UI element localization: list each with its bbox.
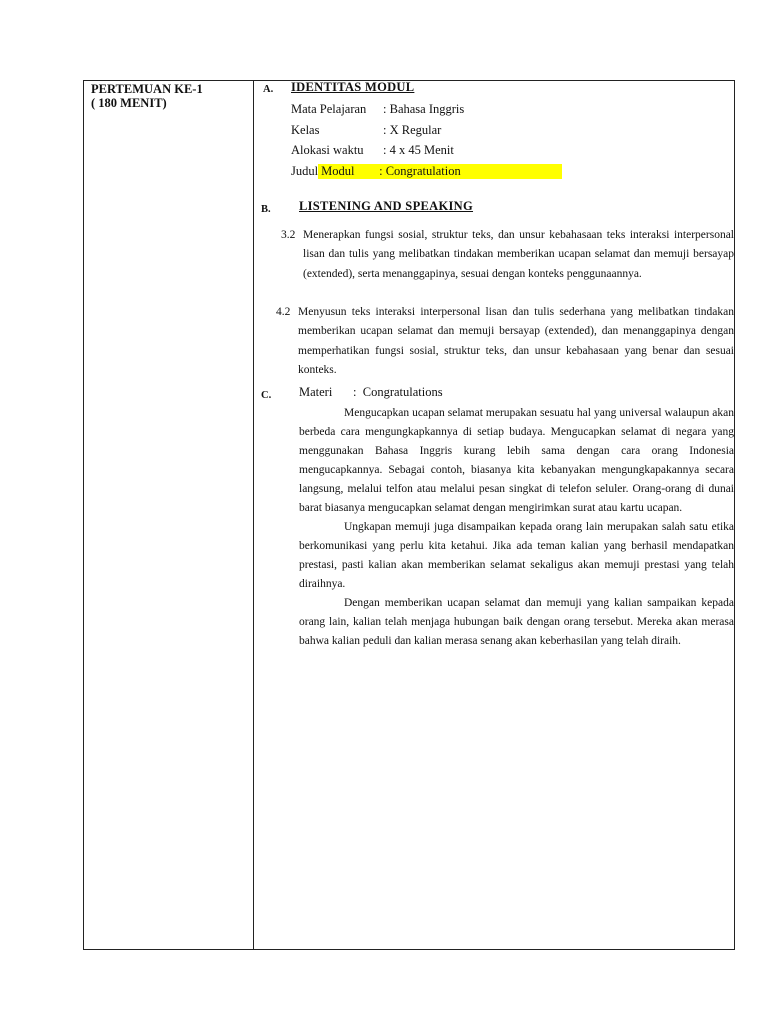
column-divider [253, 80, 254, 950]
competency-number: 3.2 [281, 229, 296, 241]
competency-text: Menerapkan fungsi sosial, struktur teks, dan unsur kebahasaan teks interaksi interpersonal lisan dan tulis yang melibatkan tindakan memberikan ucapan selamat dan memuji bersayap (extended), serta menanggapinya, sesuai dengan konteks penggunaannya. [303, 229, 734, 280]
section-a-letter: A. [263, 84, 274, 95]
row-sep: : [383, 143, 387, 157]
competency-item-3-2 [281, 226, 734, 284]
row-kelas [291, 123, 441, 138]
row-alokasi-waktu [291, 143, 454, 158]
section-b-title: LISTENING AND SPEAKING [299, 199, 474, 213]
judul-highlight [318, 164, 562, 179]
row-sep: : [383, 102, 387, 116]
competency-number: 4.2 [276, 306, 291, 318]
materi-sep: : [353, 385, 357, 399]
competency-item-4-2 [276, 303, 734, 380]
meeting-cell [91, 82, 249, 110]
row-label: Kelas [291, 123, 320, 137]
judul-value: Congratulation [385, 164, 461, 178]
row-mata-pelajaran [291, 102, 464, 117]
meeting-duration: ( 180 MENIT) [91, 96, 167, 110]
materi-body [299, 404, 734, 651]
judul-prefix: Judul [291, 164, 319, 178]
judul-label: Modul [321, 164, 355, 178]
competency-text: Menyusun teks interaksi interpersonal lisan dan tulis sederhana yang melibatkan tindakan memberikan ucapan selamat dan memuji bersayap (extended), dan menanggapinya dengan memperhatikan fungsi sosial, struktur teks, dan unsur kebahasaan yang benar dan sesuai konteks. [298, 306, 734, 376]
section-a-title: IDENTITAS MODUL [291, 80, 415, 94]
materi-row [299, 385, 443, 400]
row-value: 4 x 45 Menit [389, 143, 454, 157]
judul-sep: : [379, 164, 383, 178]
row-label: Alokasi waktu [291, 143, 364, 157]
row-label: Mata Pelajaran [291, 102, 367, 116]
materi-paragraph-1: Mengucapkan ucapan selamat merupakan sesuatu hal yang universal walaupun akan berbeda cara mengungkapkannya di setiap budaya. Mengucapkan selamat di negara yang menggunakan Bahasa Inggris kurang lebih sama dengan cara orang Indonesia mengucapkannya. Sebagai contoh, biasanya kita kebanyakan mengungkapakannya secara langsung, melalui telfon atau melalui pesan singkat di telefon seluler. Orang-orang di dunai barat biasanya mengucapkan selamat dengan mengirimkan surat atau kartu ucapan. [299, 407, 734, 514]
row-value: Bahasa Inggris [389, 102, 465, 116]
section-b-letter: B. [261, 204, 271, 215]
row-sep: : [383, 123, 387, 137]
materi-paragraph-2: Ungkapan memuji juga disampaikan kepada orang lain merupakan salah satu etika berkomunikasi yang perlu kita ketahui. Jika ada teman kalian yang berhasil mendapatkan prestasi, pasti kalian akan memberikan selamat sekaligus akan memuji prestasi yang telah diraihnya. [299, 521, 734, 590]
row-judul-modul [291, 164, 562, 179]
materi-paragraph-3: Dengan memberikan ucapan selamat dan memuji yang kalian sampaikan kepada orang lain, kalian telah menjaga hubungan baik dengan orang tersebut. Mereka akan merasa bahwa kalian peduli dan kalian merasa senang akan keberhasilan yang telah diraih. [299, 597, 734, 647]
materi-value: Congratulations [362, 385, 443, 399]
row-value: X Regular [389, 123, 442, 137]
materi-label: Materi [299, 385, 333, 399]
section-c-letter: C. [261, 390, 272, 401]
meeting-title: PERTEMUAN KE-1 [91, 82, 203, 96]
